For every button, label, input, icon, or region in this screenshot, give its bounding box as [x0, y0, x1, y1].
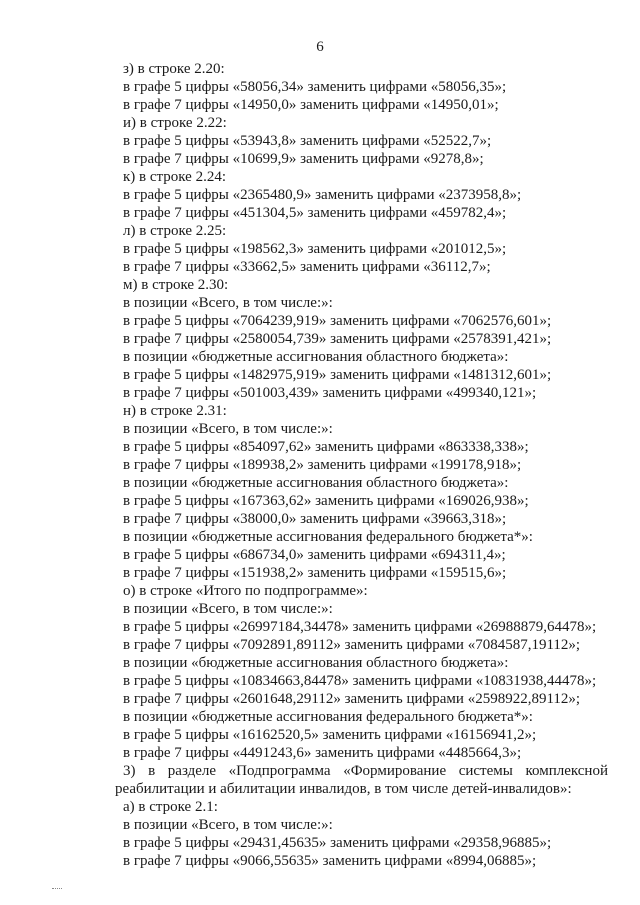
text-line: в графе 5 цифры «53943,8» заменить цифрами «52522,7»;: [123, 133, 492, 149]
text-line: в графе 7 цифры «2601648,29112» заменить цифрами «2598922,89112»;: [123, 691, 581, 707]
text-line: в графе 5 цифры «2365480,9» заменить цифрами «2373958,8»;: [123, 187, 522, 203]
subitem-heading: и) в строке 2.22:: [123, 115, 227, 131]
subitem-heading: н) в строке 2.31:: [123, 403, 227, 419]
position-line: в позиции «Всего, в том числе:»:: [123, 817, 333, 833]
text-line: в графе 7 цифры «38000,0» заменить цифрами «39663,318»;: [123, 511, 507, 527]
subitem-heading: к) в строке 2.24:: [123, 169, 227, 185]
text-line: в графе 7 цифры «151938,2» заменить цифрами «159515,6»;: [123, 565, 507, 581]
position-line: в позиции «Всего, в том числе:»:: [123, 295, 333, 311]
text-line: в графе 5 цифры «167363,62» заменить цифрами «169026,938»;: [123, 493, 529, 509]
text-line: в графе 7 цифры «451304,5» заменить цифрами «459782,4»;: [123, 205, 507, 221]
text-line: в графе 5 цифры «29431,45635» заменить цифрами «29358,96885»;: [123, 835, 552, 851]
subitem-heading: о) в строке «Итого по подпрограмме»:: [123, 583, 368, 599]
section-paragraph-start: 3) в разделе «Подпрограмма «Формирование системы комплексной: [123, 763, 608, 779]
page-number: 6: [316, 39, 324, 55]
text-line: в графе 7 цифры «7092891,89112» заменить цифрами «7084587,19112»;: [123, 637, 581, 653]
text-line: в графе 5 цифры «686734,0» заменить цифрами «694311,4»;: [123, 547, 506, 563]
text-line: в графе 5 цифры «1482975,919» заменить цифрами «1481312,601»;: [123, 367, 552, 383]
text-line: в графе 7 цифры «10699,9» заменить цифрами «9278,8»;: [123, 151, 484, 167]
text-line: в графе 7 цифры «501003,439» заменить цифрами «499340,121»;: [123, 385, 537, 401]
text-line: в графе 5 цифры «26997184,34478» заменить цифрами «26988879,64478»;: [123, 619, 597, 635]
section-paragraph-continuation: реабилитации и абилитации инвалидов, в том числе детей-инвалидов»:: [115, 781, 572, 797]
subitem-heading: а) в строке 2.1:: [123, 799, 218, 815]
text-line: в графе 7 цифры «14950,0» заменить цифрами «14950,01»;: [123, 97, 499, 113]
position-line: в позиции «бюджетные ассигнования федерального бюджета*»:: [123, 529, 533, 545]
text-line: в графе 7 цифры «9066,55635» заменить цифрами «8994,06885»;: [123, 853, 537, 869]
text-line: в графе 5 цифры «10834663,84478» заменить цифрами «10831938,44478»;: [123, 673, 597, 689]
text-line: в графе 7 цифры «4491243,6» заменить цифрами «4485664,3»;: [123, 745, 522, 761]
text-line: в графе 5 цифры «198562,3» заменить цифрами «201012,5»;: [123, 241, 507, 257]
position-line: в позиции «бюджетные ассигнования областного бюджета»:: [123, 475, 509, 491]
text-line: в графе 7 цифры «2580054,739» заменить цифрами «2578391,421»;: [123, 331, 552, 347]
text-line: в графе 5 цифры «854097,62» заменить цифрами «863338,338»;: [123, 439, 529, 455]
subitem-heading: л) в строке 2.25:: [123, 223, 227, 239]
text-line: в графе 7 цифры «33662,5» заменить цифрами «36112,7»;: [123, 259, 491, 275]
document-body: [0, 60, 640, 870]
position-line: в позиции «бюджетные ассигнования федерального бюджета*»:: [123, 709, 533, 725]
text-line: в графе 5 цифры «7064239,919» заменить цифрами «7062576,601»;: [123, 313, 552, 329]
position-line: в позиции «Всего, в том числе:»:: [123, 601, 333, 617]
scan-margin-mark: [52, 888, 62, 890]
position-line: в позиции «Всего, в том числе:»:: [123, 421, 333, 437]
text-line: в графе 5 цифры «16162520,5» заменить цифрами «16156941,2»;: [123, 727, 537, 743]
position-line: в позиции «бюджетные ассигнования областного бюджета»:: [123, 349, 509, 365]
subitem-heading: з) в строке 2.20:: [123, 61, 225, 77]
text-line: в графе 5 цифры «58056,34» заменить цифрами «58056,35»;: [123, 79, 507, 95]
subitem-heading: м) в строке 2.30:: [123, 277, 229, 293]
text-line: в графе 7 цифры «189938,2» заменить цифрами «199178,918»;: [123, 457, 522, 473]
position-line: в позиции «бюджетные ассигнования областного бюджета»:: [123, 655, 509, 671]
